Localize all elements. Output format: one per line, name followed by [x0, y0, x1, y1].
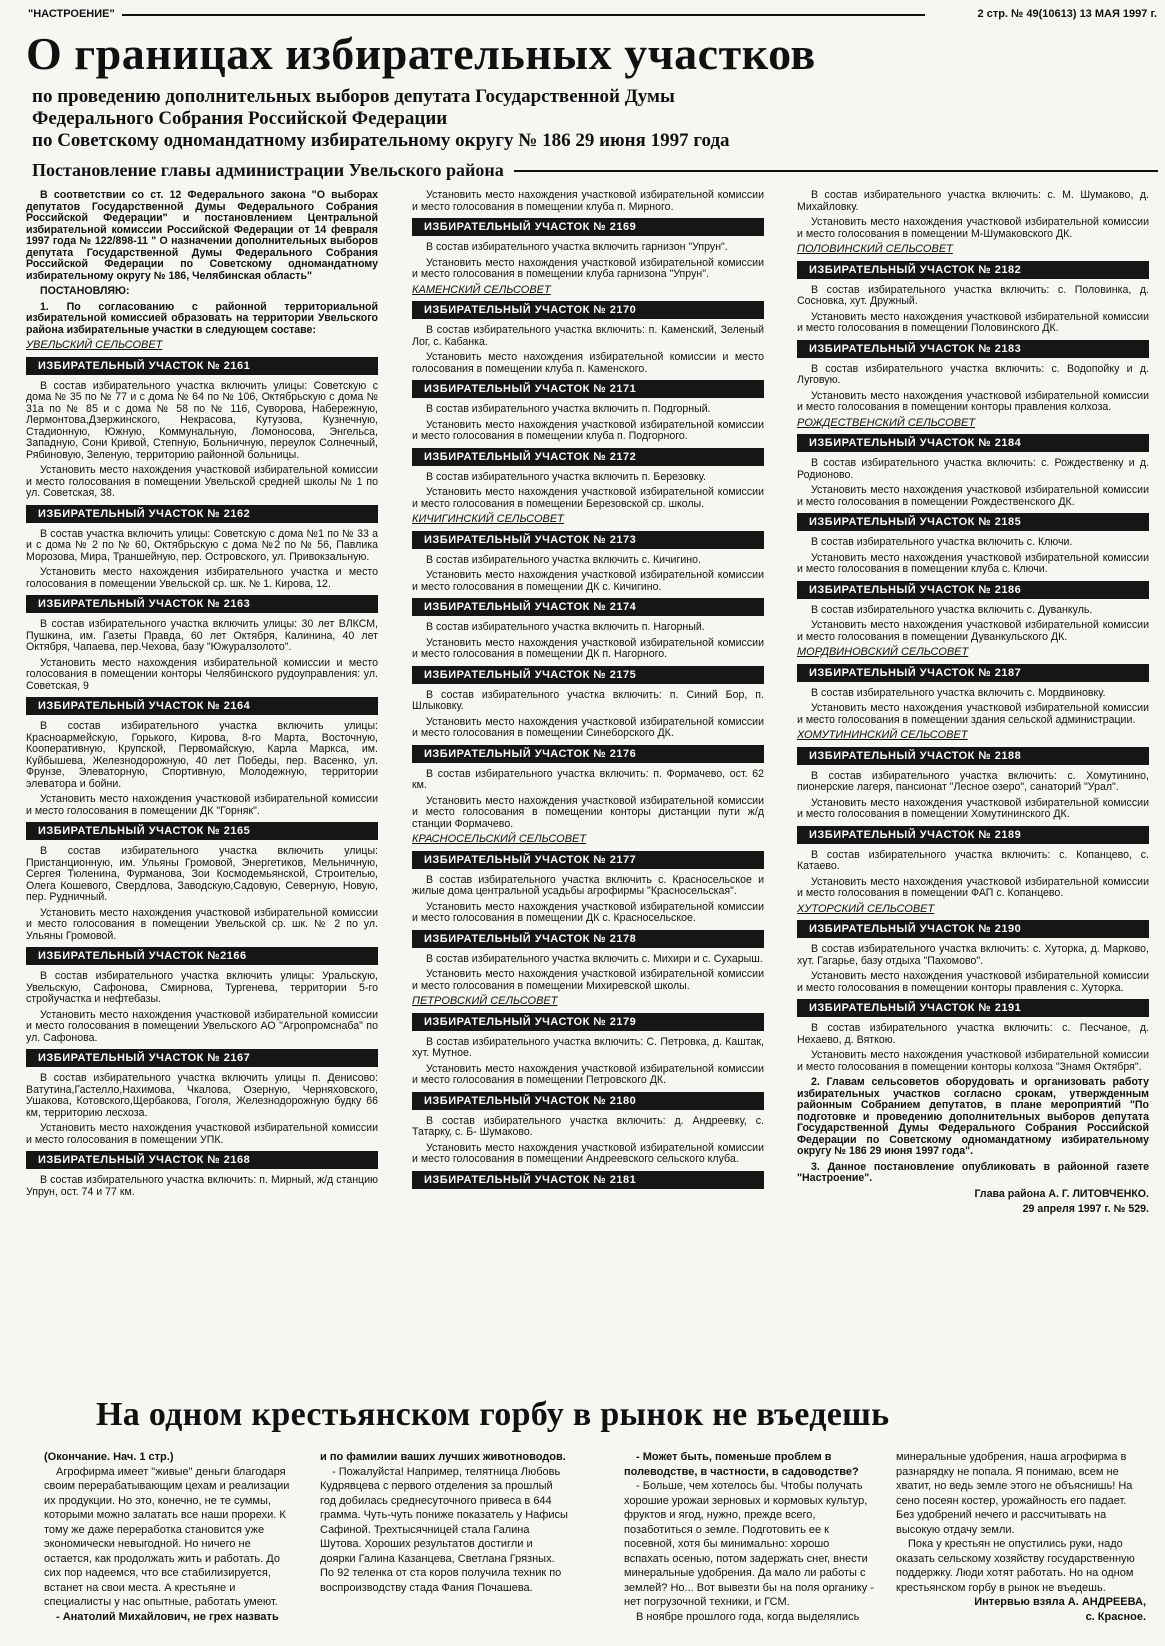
- precinct-2171-location: Установить место нахождения участковой избирательной комиссии и место голосования в помещении клуба п. Подгорного.: [412, 418, 764, 442]
- section-petrovsky: ПЕТРОВСКИЙ СЕЛЬСОВЕТ: [412, 995, 558, 1007]
- precinct-2190-location: Установить место нахождения участковой избирательной комиссии и место голосования в помещении конторы правления с. Хуторка.: [797, 970, 1149, 994]
- precinct-2178-location: Установить место нахождения участковой избирательной комиссии и место голосования в помещении Михиревской школы.: [412, 968, 764, 992]
- precinct-2173-composition: В состав избирательного участка включить с. Кичигино.: [426, 553, 701, 566]
- precinct-2163-title: ИЗБИРАТЕЛЬНЫЙ УЧАСТОК № 2163: [26, 595, 378, 613]
- article2-column-4: [896, 1450, 1146, 1624]
- precinct-2173-title: ИЗБИРАТЕЛЬНЫЙ УЧАСТОК № 2173: [412, 531, 764, 549]
- precinct-2162-location: Установить место нахождения избирательного участка и место голосования в помещении Увельской ср. шк. № 1. Кирова, 12.: [26, 566, 378, 590]
- precinct-2189-composition: В состав избирательного участка включить: с. Копанцево, с. Катаево.: [797, 848, 1149, 872]
- paragraph-1: 1. По согласованию с районной территориальной избирательной комиссией образовать на территории Увельского района избирательные участки в следующем составе:: [26, 300, 378, 336]
- precinct-2177-location: Установить место нахождения участковой избирательной комиссии и место голосования в помещении ДК с. Красносельское.: [412, 900, 764, 924]
- section-uvelsky: УВЕЛЬСКИЙ СЕЛЬСОВЕТ: [26, 339, 163, 351]
- issue-info: 2 стр. № 49(10613) 13 МАЯ 1997 г.: [977, 8, 1157, 20]
- precinct-2186-location: Установить место нахождения участковой избирательной комиссии и место голосования в помещении Дуванкульского ДК.: [797, 619, 1149, 643]
- precinct-2173-location: Установить место нахождения участковой избирательной комиссии и место голосования в помещении ДК с. Кичигино.: [412, 569, 764, 593]
- precinct-2187-title: ИЗБИРАТЕЛЬНЫЙ УЧАСТОК № 2187: [797, 664, 1149, 682]
- precinct-2161-title: ИЗБИРАТЕЛЬНЫЙ УЧАСТОК № 2161: [26, 357, 378, 375]
- precinct-2177-title: ИЗБИРАТЕЛЬНЫЙ УЧАСТОК № 2177: [412, 851, 764, 869]
- precinct-2162-title: ИЗБИРАТЕЛЬНЫЙ УЧАСТОК № 2162: [26, 505, 378, 523]
- section-kamensky: КАМЕНСКИЙ СЕЛЬСОВЕТ: [412, 283, 551, 296]
- precinct-2188-location: Установить место нахождения участковой избирательной комиссии и место голосования в помещении Хомутининского ДК.: [797, 796, 1149, 820]
- precinct-2187-composition: В состав избирательного участка включить с. Мордвиновку.: [811, 686, 1106, 699]
- precinct-2181-location: Установить место нахождения участковой избирательной комиссии и место голосования в помещении М-Шумаковского ДК.: [797, 216, 1149, 240]
- precinct-2186-title: ИЗБИРАТЕЛЬНЫЙ УЧАСТОК № 2186: [797, 581, 1149, 599]
- paragraph-3: 3. Данное постановление опубликовать в районной газете "Настроение".: [797, 1160, 1149, 1184]
- section-krasnoselsky: КРАСНОСЕЛЬСКИЙ СЕЛЬСОВЕТ: [412, 833, 587, 845]
- precinct-2180-composition: В состав избирательного участка включить: д. Андреевку, с. Татарку, с. Б- Шумаково.: [412, 1114, 764, 1138]
- precinct-2167-title: ИЗБИРАТЕЛЬНЫЙ УЧАСТОК № 2167: [26, 1049, 378, 1067]
- precinct-2175-location: Установить место нахождения участковой избирательной комиссии и место голосования в помещении Синеборского ДК.: [412, 715, 764, 739]
- header-rule: [122, 14, 925, 16]
- paragraph-2: 2. Главам сельсоветов оборудовать и организовать работу избирательных участков согласно срокам, утвержденным районным Собранием депутатов, в плане мероприятий "По подготовке и проведению дополнительных выборов депутата Государственной Думы Федерального Собрания Российской Федерации по Советскому одномандатному избирательному округу № 186 29 июня 1997 года".: [797, 1076, 1149, 1157]
- precinct-2176-title: ИЗБИРАТЕЛЬНЫЙ УЧАСТОК № 2176: [412, 745, 764, 763]
- intro-paragraph: В соответствии со ст. 12 Федерального закона "О выборах депутатов Государственной Думы Федерального Собрания Российской Федерации" и постановлением Центральной избирательной комиссии Российской Федерации от 14 февраля 1997 года № 122/898-11 " О назначении дополнительных выборов депутата Государственной Думы Федерального Собрания Российской Федерации по Советскому одномандатному избирательному округу № 186, Челябинская область": [26, 189, 378, 282]
- precinct-2184-title: ИЗБИРАТЕЛЬНЫЙ УЧАСТОК № 2184: [797, 434, 1149, 452]
- precinct-2182-composition: В состав избирательного участка включить: с. Половинка, д. Сосновка, хут. Дружный.: [797, 283, 1149, 307]
- precinct-2179-composition: В состав избирательного участка включить: С. Петровка, д. Каштак, хут. Мутное.: [412, 1035, 764, 1059]
- article2-paragraph: - Пожалуйста! Например, телятница Любовь Кудрявцева с первого отделения за прошлый год добилась среднесуточного привеса в 644 грамма. Чуть-чуть пониже показатель у Нафисы Сафиной. Трехтысячницей стала Галина Шутова. Хороших результатов достигли и доярки Галина Казанцева, Светлана Грязных. По 92 теленка от ста коров получила техник по воспроизводству стада Фания Почашева.: [320, 1465, 568, 1594]
- precinct-2184-composition: В состав избирательного участка включить: с. Рождественку и д. Родионово.: [797, 457, 1149, 481]
- precinct-2191-composition: В состав избирательного участка включить: с. Песчаное, д. Нехаево, д. Вяткою.: [797, 1022, 1149, 1046]
- article2-column-2: [320, 1450, 570, 1595]
- precinct-2165-composition: В состав избирательного участка включить улицы: Пристанционную, им. Ульяны Громовой, Энергетиков, Мельничную, Сергея Тюленина, Фурманова, Зои Космодемьянской, Строителью, Олега Кошевого, Свердлова, Заводскую,Садовую, Северную, Новую, пер. Рудничный.: [26, 845, 378, 903]
- precinct-2190-composition: В состав избирательного участка включить: с. Хуторка, д. Марково, хут. Гагарье, базу отдыха "Пахомово".: [797, 943, 1149, 967]
- article2-question: и по фамилии ваших лучших животноводов.: [320, 1451, 566, 1463]
- article2-place: с. Красное.: [1085, 1610, 1146, 1623]
- precinct-2181-composition: В состав избирательного участка включить: с. М. Шумаково, д. Михайловку.: [797, 189, 1149, 213]
- precinct-2174-location: Установить место нахождения участковой избирательной комиссии и место голосования в помещении ДК п. Нагорного.: [412, 636, 764, 660]
- article-title: О границах избирательных участков: [26, 28, 816, 79]
- precinct-2189-title: ИЗБИРАТЕЛЬНЫЙ УЧАСТОК № 2189: [797, 826, 1149, 844]
- precinct-2188-composition: В состав избирательного участка включить: с. Хомутинино, пионерские лагеря, пансионат "Лесное озеро", санаторий "Урал".: [797, 769, 1149, 793]
- section-khomutininsky: ХОМУТИНИНСКИЙ СЕЛЬСОВЕТ: [797, 729, 968, 741]
- decree-heading: [32, 160, 1158, 181]
- article2-paragraph: минеральные удобрения, наша агрофирма в разнарядку не попала. Я понимаю, всем не хватит, но ведь земле этого не объяснишь! На сено посеян костер, урожайность его падает. Без удобрений нечего и рассчитывать на высокую отдачу земли.: [896, 1451, 1133, 1536]
- precinct-2185-title: ИЗБИРАТЕЛЬНЫЙ УЧАСТОК № 2185: [797, 513, 1149, 531]
- precinct-2174-composition: В состав избирательного участка включить п. Нагорный.: [426, 621, 705, 633]
- precinct-2185-composition: В состав избирательного участка включить с. Ключи.: [811, 536, 1073, 548]
- precinct-2164-title: ИЗБИРАТЕЛЬНЫЙ УЧАСТОК № 2164: [26, 697, 378, 715]
- precinct-2179-title: ИЗБИРАТЕЛЬНЫЙ УЧАСТОК № 2179: [412, 1013, 764, 1031]
- column-1: [26, 190, 378, 1202]
- precinct-2167-location: Установить место нахождения участковой избирательной комиссии и место голосования в помещении УПК.: [26, 1122, 378, 1146]
- precinct-2180-title: ИЗБИРАТЕЛЬНЫЙ УЧАСТОК № 2180: [412, 1092, 764, 1110]
- precinct-2172-composition: В состав избирательного участка включить п. Березовку.: [426, 470, 706, 483]
- section-kichiginsky: КИЧИГИНСКИЙ СЕЛЬСОВЕТ: [412, 513, 564, 525]
- precinct-2170-title: ИЗБИРАТЕЛЬНЫЙ УЧАСТОК № 2170: [412, 301, 764, 319]
- precinct-2183-location: Установить место нахождения участковой избирательной комиссии и место голосования в помещении конторы правления колхоза.: [797, 389, 1149, 413]
- precinct-2163-composition: В состав избирательного участка включить улицы: 30 лет ВЛКСМ, Пушкина, им. Газеты Правда, 60 лет Октября, Калинина, 40 лет Октября, Чапаева, пер.Чехова, базу "Южуралзолото".: [26, 618, 378, 653]
- column-2: [412, 190, 764, 1195]
- precinct-2164-composition: В состав избирательного участка включить улицы: Красноармейскую, Горького, Кирова, 8-го Марта, Восточную, Кооперативную, Крупской, Первомайскую, Карла Маркса, им. Куйбышева, Железнодорожную, 40 лет Победы, пер. Васенко, ул. Фрунзе, Элеваторную, Спортивную, Молодежную, территории элеватора и бойни.: [26, 720, 378, 790]
- section-khutorsky: ХУТОРСКИЙ СЕЛЬСОВЕТ: [797, 902, 935, 915]
- precinct-2161-location: Установить место нахождения участковой избирательной комиссии и место голосования в помещении Увельской средней школы № 1 по ул. Советская, 38.: [26, 464, 378, 499]
- precinct-2188-title: ИЗБИРАТЕЛЬНЫЙ УЧАСТОК № 2188: [797, 747, 1149, 765]
- continuation-note: (Окончание. Нач. 1 стр.): [44, 1451, 174, 1463]
- precinct-2182-title: ИЗБИРАТЕЛЬНЫЙ УЧАСТОК № 2182: [797, 261, 1149, 279]
- precinct-2168-title: ИЗБИРАТЕЛЬНЫЙ УЧАСТОК № 2168: [26, 1151, 378, 1169]
- article2-paragraph: В ноябре прошлого года, когда выделялись: [636, 1610, 860, 1623]
- article2-author: Интервью взяла А. АНДРЕЕВА,: [974, 1596, 1146, 1608]
- precinct-2162-composition: В состав участка включить улицы: Советскую с дома №1 по № 33 а и с дома № 2 по № 60, Октябрьскую с дома №2 по № 56, Павлика Морозова, Мира, Траншейную, пер. Островского, ул. Привокзальную.: [26, 527, 378, 563]
- signature-date: 29 апреля 1997 г. № 529.: [1022, 1203, 1149, 1215]
- precinct-2175-title: ИЗБИРАТЕЛЬНЫЙ УЧАСТОК № 2175: [412, 666, 764, 684]
- article2-question: - Анатолий Михайлович, не грех назвать: [56, 1610, 279, 1623]
- precinct-2171-title: ИЗБИРАТЕЛЬНЫЙ УЧАСТОК № 2171: [412, 380, 764, 398]
- article2-question: - Может быть, поменьше проблем в полеводстве, в частности, в садоводстве?: [624, 1451, 859, 1478]
- section-polovinsky: ПОЛОВИНСКИЙ СЕЛЬСОВЕТ: [797, 243, 953, 255]
- precinct-2187-location: Установить место нахождения участковой избирательной комиссии и место голосования в помещении здания сельской администрации.: [797, 702, 1149, 726]
- precinct-2185-location: Установить место нахождения участковой избирательной комиссии и место голосования в помещении клуба с. Ключи.: [797, 551, 1149, 575]
- subtitle-line: Федерального Собрания Российской Федерации: [32, 108, 448, 129]
- precinct-2172-location: Установить место нахождения участковой избирательной комиссии и место голосования в помещении Березовской ср. школы.: [412, 486, 764, 510]
- decree-title: Постановление главы администрации Увельского района: [32, 160, 504, 180]
- page-header: [26, 6, 1157, 24]
- precinct-2174-title: ИЗБИРАТЕЛЬНЫЙ УЧАСТОК № 2174: [412, 598, 764, 616]
- column-3: [797, 190, 1149, 1220]
- precinct-2178-title: ИЗБИРАТЕЛЬНЫЙ УЧАСТОК № 2178: [412, 930, 764, 948]
- precinct-2177-composition: В состав избирательного участка включить с. Красносельское и жилые дома центральной усадьбы агрофирмы "Красносельская".: [412, 873, 764, 897]
- precinct-2183-composition: В состав избирательного участка включить: с. Водопойку и д. Луговую.: [797, 362, 1149, 386]
- precinct-2180-location: Установить место нахождения участковой избирательной комиссии и место голосования в помещении Андреевского сельского клуба.: [412, 1141, 764, 1165]
- subtitle-line: по проведению дополнительных выборов депутата Государственной Думы: [32, 86, 675, 107]
- precinct-2165-location: Установить место нахождения участковой избирательной комиссии и место голосования в помещении Увельской ср. шк. № 2 по ул. Ульяны Громовой.: [26, 906, 378, 942]
- precinct-2191-title: ИЗБИРАТЕЛЬНЫЙ УЧАСТОК № 2191: [797, 999, 1149, 1017]
- article2-column-1: [44, 1450, 294, 1624]
- precinct-2183-title: ИЗБИРАТЕЛЬНЫЙ УЧАСТОК № 2183: [797, 340, 1149, 358]
- publication-name: "НАСТРОЕНИЕ": [28, 8, 115, 20]
- article2-paragraph: Пока у крестьян не опустились руки, надо оказать сельскому хозяйству государственную поддержку. Люди хотят работать. Но на одном крестьянском горбу в рынок не въедешь.: [896, 1538, 1135, 1594]
- precinct-2186-composition: В состав избирательного участка включить с. Дуванкуль.: [811, 603, 1093, 616]
- article-subtitle: [32, 86, 1152, 152]
- subtitle-line: по Советскому одномандатному избирательному округу № 186 29 июня 1997 года: [32, 130, 730, 151]
- section-rozhdestvensky: РОЖДЕСТВЕНСКИЙ СЕЛЬСОВЕТ: [797, 416, 976, 429]
- signature-name: Глава района А. Г. ЛИТОВЧЕНКО.: [974, 1187, 1149, 1200]
- precinct-2184-location: Установить место нахождения участковой избирательной комиссии и место голосования в помещении Рождественского ДК.: [797, 484, 1149, 508]
- article2-paragraph: Агрофирма имеет "живые" деньги благодаря своим перерабатывающим цехам и реализации их продукции. Но это, конечно, не те суммы, которыми можно залатать все наши прорехи. К тому же даже переработка становится уже экономически невыгодной. Но ничего не остается, как продолжать жить и работать. До сих пор надеемся, что все стабилизируется, встанет на свои места. А крестьяне и специалисты у нас опытные, работать умеют.: [44, 1465, 290, 1608]
- precinct-2181-title: ИЗБИРАТЕЛЬНЫЙ УЧАСТОК № 2181: [412, 1171, 764, 1189]
- precinct-2166-composition: В состав избирательного участка включить улицы: Уральскую, Увельскую, Сафонова, Смирнова, Тургенева, территории 5-го стройучастка и нефтебазы.: [26, 970, 378, 1005]
- precinct-2179-location: Установить место нахождения участковой избирательной комиссии и место голосования в помещении Петровского ДК.: [412, 1062, 764, 1086]
- precinct-2168-location: Установить место нахождения участковой избирательной комиссии и место голосования в помещении клуба п. Мирного.: [412, 189, 764, 213]
- precinct-2167-composition: В состав избирательного участка включить улицы п. Денисово: Ватутина,Гастелло,Нахимова, Чкалова, Озерную, Черняховского, Ушакова, Котовского,Щербакова, Гоголя, Железнодорожную будку 66 км, территорию лесхоза.: [26, 1072, 378, 1119]
- precinct-2175-composition: В состав избирательного участка включить: п. Синий Бор, п. Шлыковку.: [412, 688, 764, 712]
- precinct-2176-composition: В состав избирательного участка включить: п. Формачево, ост. 62 км.: [412, 767, 764, 791]
- section-mordvinovsky: МОРДВИНОВСКИЙ СЕЛЬСОВЕТ: [797, 646, 969, 658]
- precinct-2169-composition: В состав избирательного участка включить гарнизон "Упрун".: [426, 241, 728, 253]
- resolve-text: ПОСТАНОВЛЯЮ:: [40, 285, 130, 297]
- article2-headline: На одном крестьянском горбу в рынок не въедешь: [96, 1396, 890, 1433]
- precinct-2171-composition: В состав избирательного участка включить п. Подгорный.: [426, 403, 711, 415]
- precinct-2166-location: Установить место нахождения участковой избирательной комиссии и место голосования в помещении Увельского АО "Агропромснаба" по ул. Сафонова.: [26, 1008, 378, 1044]
- precinct-2172-title: ИЗБИРАТЕЛЬНЫЙ УЧАСТОК № 2172: [412, 448, 764, 466]
- precinct-2189-location: Установить место нахождения участковой избирательной комиссии и место голосования в помещении ФАП с. Копанцево.: [797, 875, 1149, 899]
- precinct-2161-composition: В состав избирательного участка включить улицы: Советскую с дома № 35 по № 77 и с дома № 64 по № 106, Октябрьскую с дома № 31а по № 85 и с дома № 58 по № 116, Суворова, Набережную, Лермонтова,Дзержинского, Некрасова, Кутузова, Кузнечную, Стадионную, Южную, Коммунальную, Ломоносова, Энгельса, Западную, Сони Кривой, Степную, Больничную, переулок Солнечный, Рябиновую, Зеленую, территорию районной больницы.: [26, 379, 378, 461]
- precinct-2166-title: ИЗБИРАТЕЛЬНЫЙ УЧАСТОК №2166: [26, 947, 378, 965]
- precinct-2191-location: Установить место нахождения участковой избирательной комиссии и место голосования в помещении конторы колхоза "Знамя Октября".: [797, 1049, 1149, 1073]
- precinct-2163-location: Установить место нахождения избирательной комиссии и место голосования в помещении конторы Челябинского рудоуправления: ул. Советская, 9: [26, 656, 378, 692]
- precinct-2169-location: Установить место нахождения участковой избирательной комиссии и место голосования в помещении клуба гарнизона "Упрун".: [412, 256, 764, 280]
- precinct-2176-location: Установить место нахождения участковой избирательной комиссии и место голосования в помещении конторы дистанции пути ж/д станции Формачево.: [412, 794, 764, 830]
- decree-rule: [514, 170, 1158, 172]
- precinct-2168-composition: В состав избирательного участка включить: п. Мирный, ж/д станцию Упрун, ост. 74 и 77 км.: [26, 1174, 378, 1198]
- precinct-2170-location: Установить место нахождения избирательной комиссии и место голосования в помещении клуба п. Каменского.: [412, 351, 764, 375]
- precinct-2165-title: ИЗБИРАТЕЛЬНЫЙ УЧАСТОК № 2165: [26, 822, 378, 840]
- precinct-2178-composition: В состав избирательного участка включить с. Михири и с. Сухарыш.: [426, 952, 763, 965]
- precinct-2182-location: Установить место нахождения участковой избирательной комиссии и место голосования в помещении Половинского ДК.: [797, 310, 1149, 334]
- article2-paragraph: - Больше, чем хотелось бы. Чтобы получать хорошие урожаи зерновых и кормовых культур, фруктов и ягод, нужно, прежде всего, позаботиться о земле. Подготовить ее к посевной, хотя бы минимально: хорошо вспахать осенью, потом задержать снег, внести минеральные удобрения. Да мало ли работы с землей? Но... Вот вывезти бы на поля органику - нет погрузочной техники, и ГСМ.: [624, 1480, 874, 1608]
- precinct-2190-title: ИЗБИРАТЕЛЬНЫЙ УЧАСТОК № 2190: [797, 920, 1149, 938]
- precinct-2169-title: ИЗБИРАТЕЛЬНЫЙ УЧАСТОК № 2169: [412, 218, 764, 236]
- precinct-2170-composition: В состав избирательного участка включить: п. Каменский, Зеленый Лог, с. Кабанка.: [412, 324, 764, 348]
- article2-column-3: [624, 1450, 874, 1624]
- precinct-2164-location: Установить место нахождения участковой избирательной комиссии и место голосования в помещении ДК "Горняк".: [26, 793, 378, 817]
